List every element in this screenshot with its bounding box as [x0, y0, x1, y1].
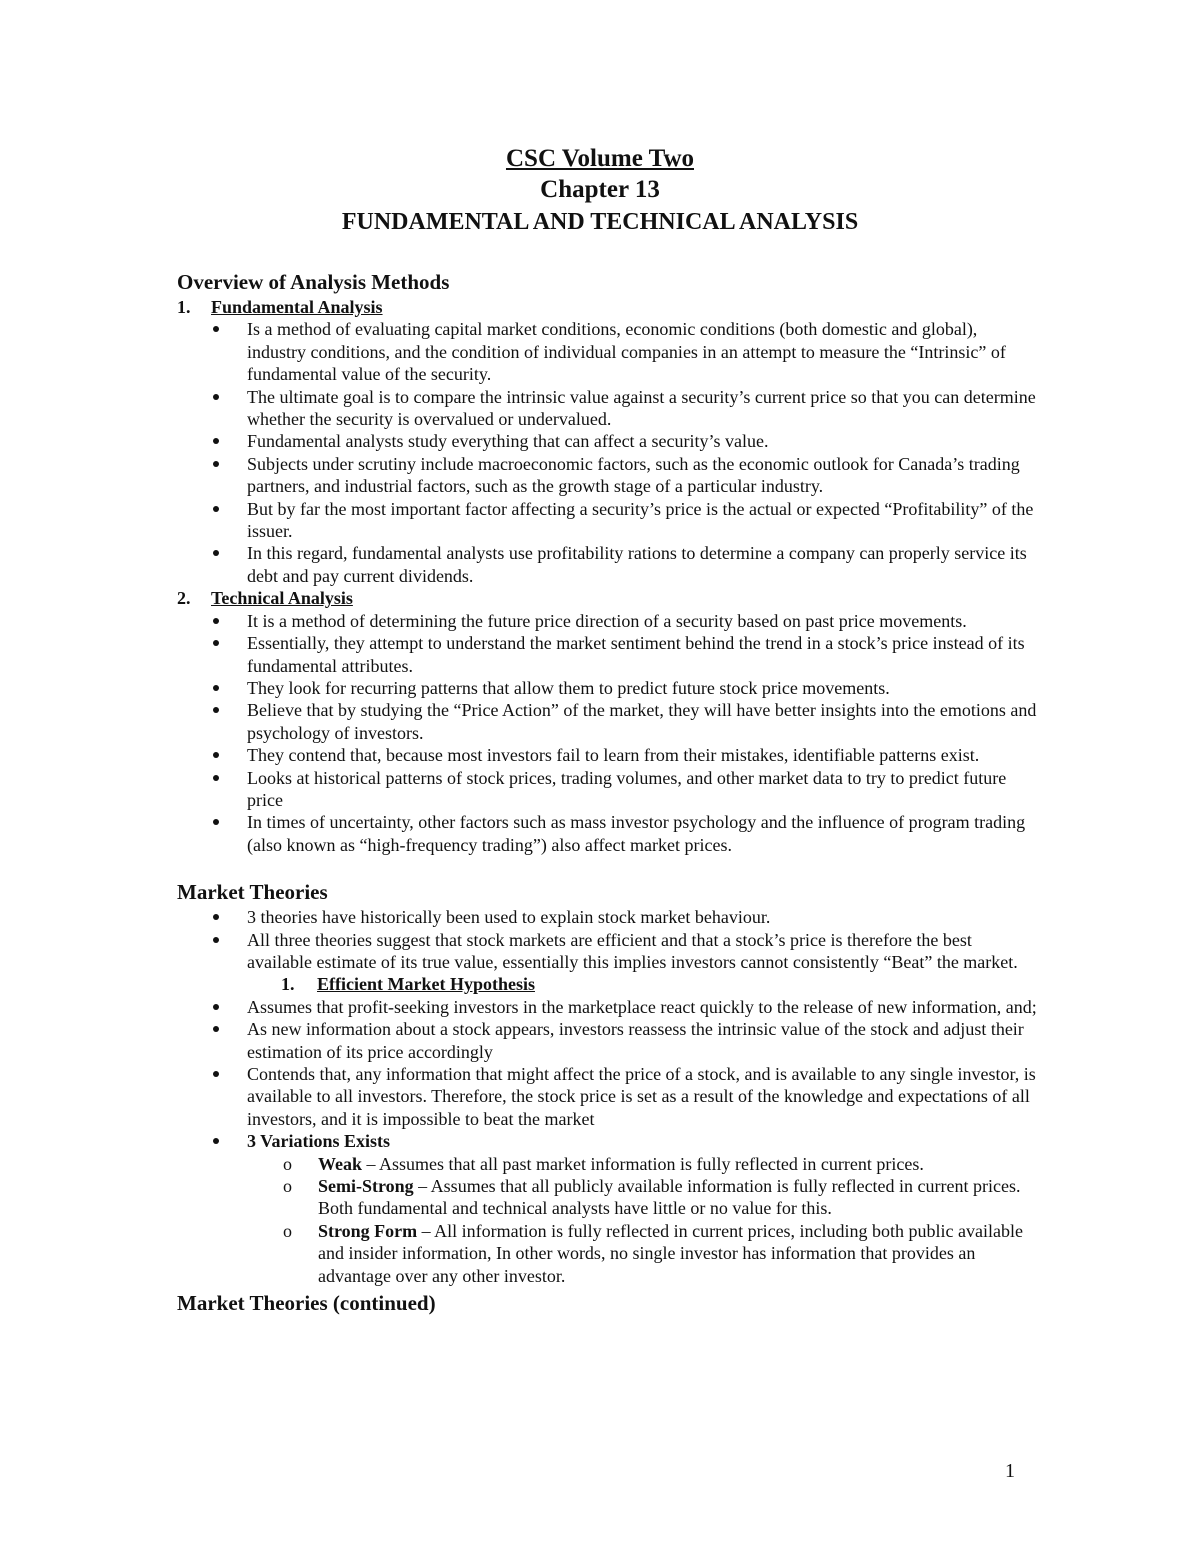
page-number: 1: [1005, 1460, 1015, 1482]
bullet-text: Essentially, they attempt to understand the market sentiment behind the trend in a stock’s price instead of its fundamental attributes.: [247, 633, 1025, 676]
bullet-text: 3 theories have historically been used to explain stock market behaviour.: [247, 907, 771, 928]
bullet-text: As new information about a stock appears, investors reassess the intrinsic value of the stock and adjust their estimation of its price accordingly: [247, 1019, 1024, 1062]
bullet-icon: [213, 819, 219, 825]
list-item: [177, 906, 1037, 928]
bullet-text: Subjects under scrutiny include macroeconomic factors, such as the economic outlook for Canada’s trading partners, and industrial factors, such as the growth stage of a particular industry.: [247, 453, 1020, 497]
bullet-icon: [213, 326, 219, 332]
bullet-text: In times of uncertainty, other factors such as mass investor psychology and the influence of program trading (also known as “high-frequency trading”) also affect market prices.: [247, 812, 1026, 855]
variation-term: Weak: [318, 1153, 363, 1174]
section-technical-analysis: [177, 587, 1037, 609]
circle-bullet-icon: o: [283, 1220, 292, 1241]
emh-bullets: [177, 996, 1037, 1153]
list-item: [177, 386, 1037, 431]
bullet-icon: [213, 707, 219, 713]
list-item: [177, 1018, 1037, 1063]
bullet-text: Contends that, any information that might affect the price of a stock, and is available to any single investor, is available to all investors. Therefore, the stock price is set as a result of the knowledge and expectations of all investors, and it is impossible to beat the market: [247, 1064, 1036, 1129]
list-item: [177, 453, 1037, 498]
bullet-icon: [213, 394, 219, 400]
bullet-icon: [213, 775, 219, 781]
section-number: 1.: [281, 974, 295, 995]
bullet-text: Believe that by studying the “Price Action” of the market, they will have better insights into the emotions and psychology of investors.: [247, 700, 1037, 743]
bullet-icon: [213, 752, 219, 758]
circle-bullet-icon: o: [283, 1153, 292, 1174]
bullet-text: Assumes that profit-seeking investors in the marketplace react quickly to the release of new information, and;: [247, 996, 1037, 1017]
list-item: [177, 996, 1037, 1018]
bullet-icon: [213, 1071, 219, 1077]
list-item: [177, 1153, 1037, 1175]
list-item: [177, 430, 1037, 452]
list-item: [177, 318, 1037, 385]
variation-term: Strong Form: [318, 1220, 418, 1241]
variations-list: [177, 1153, 1037, 1287]
list-item: [177, 699, 1037, 744]
list-item: [177, 929, 1037, 974]
list-item: [177, 632, 1037, 677]
section-efficient-market-hypothesis: [177, 973, 1037, 995]
bullet-icon: [213, 914, 219, 920]
technical-bullets: [177, 610, 1037, 856]
list-item: [177, 1063, 1037, 1130]
circle-bullet-icon: o: [283, 1176, 292, 1197]
list-item: [177, 811, 1037, 856]
market-theories-heading: Market Theories: [177, 880, 328, 905]
bullet-icon: [213, 1138, 219, 1144]
bullet-text: All three theories suggest that stock markets are efficient and that a stock’s price is therefore the best available estimate of its true value, essentially this implies investors cannot consistently “Beat” the market.: [247, 929, 1018, 972]
bullet-text: Is a method of evaluating capital market conditions, economic conditions (both domestic and global), industry conditions, and the condition of individual companies in an attempt to measure the “Intrinsic” of fundamental value of the security.: [247, 319, 1006, 385]
fundamental-bullets: [177, 318, 1037, 587]
document-body: [177, 268, 1037, 1317]
list-item: [177, 498, 1037, 543]
variation-text: – Assumes that all publicly available information is fully reflected in current prices. Both fundamental and technical analysts have little or no value for this.: [318, 1176, 1021, 1219]
variations-label: 3 Variations Exists: [247, 1131, 391, 1152]
bullet-text: Fundamental analysts study everything that can affect a security’s value.: [247, 431, 769, 452]
bullet-icon: [213, 461, 219, 467]
list-item: [177, 610, 1037, 632]
bullet-icon: [213, 937, 219, 943]
bullet-text: The ultimate goal is to compare the intrinsic value against a security’s current price so that you can determine whether the security is overvalued or undervalued.: [247, 386, 1036, 430]
list-item: [177, 542, 1037, 587]
bullet-icon: [213, 618, 219, 624]
bullet-icon: [213, 550, 219, 556]
bullet-text: Looks at historical patterns of stock prices, trading volumes, and other market data to try to predict future price: [247, 767, 1007, 810]
section-number: 1.: [177, 297, 191, 317]
bullet-icon: [213, 640, 219, 646]
bullet-text: They look for recurring patterns that allow them to predict future stock price movements.: [247, 677, 890, 698]
section-number: 2.: [177, 588, 191, 609]
chapter-subtitle: FUNDAMENTAL AND TECHNICAL ANALYSIS: [341, 209, 859, 235]
list-item: [177, 677, 1037, 699]
bullet-icon: [213, 1004, 219, 1010]
variation-term: Semi-Strong: [318, 1176, 414, 1197]
section-label: Fundamental Analysis: [211, 297, 383, 317]
chapter-title: Chapter 13: [540, 176, 660, 203]
bullet-text: But by far the most important factor affecting a security’s price is the actual or expected “Profitability” of the issuer.: [247, 498, 1034, 542]
document-title: CSC Volume Two: [505, 145, 694, 172]
bullet-text: They contend that, because most investors fail to learn from their mistakes, identifiable patterns exist.: [247, 745, 980, 766]
bullet-icon: [213, 1026, 219, 1032]
variation-text: – Assumes that all past market information is fully reflected in current prices.: [362, 1153, 924, 1174]
list-item: [177, 744, 1037, 766]
list-item: [177, 767, 1037, 812]
section-label: Technical Analysis: [211, 588, 353, 609]
market-theories-continued-heading: Market Theories (continued): [177, 1291, 436, 1316]
bullet-text: It is a method of determining the future price direction of a security based on past price movements.: [247, 610, 967, 631]
bullet-icon: [213, 438, 219, 444]
list-item: [177, 1130, 1037, 1152]
variation-text: – All information is fully reflected in current prices, including both public available and insider information, In other words, no single investor has information that provides an advantage over any other investor.: [318, 1220, 1024, 1286]
bullet-icon: [213, 685, 219, 691]
section-fundamental-analysis: [177, 296, 1037, 318]
overview-heading: Overview of Analysis Methods: [177, 270, 450, 294]
list-item: [177, 1220, 1037, 1287]
bullet-icon: [213, 506, 219, 512]
market-intro-bullets: [177, 906, 1037, 973]
section-label: Efficient Market Hypothesis: [317, 974, 535, 995]
bullet-text: In this regard, fundamental analysts use profitability rations to determine a company can properly service its debt and pay current dividends.: [247, 543, 1027, 586]
list-item: [177, 1175, 1037, 1220]
